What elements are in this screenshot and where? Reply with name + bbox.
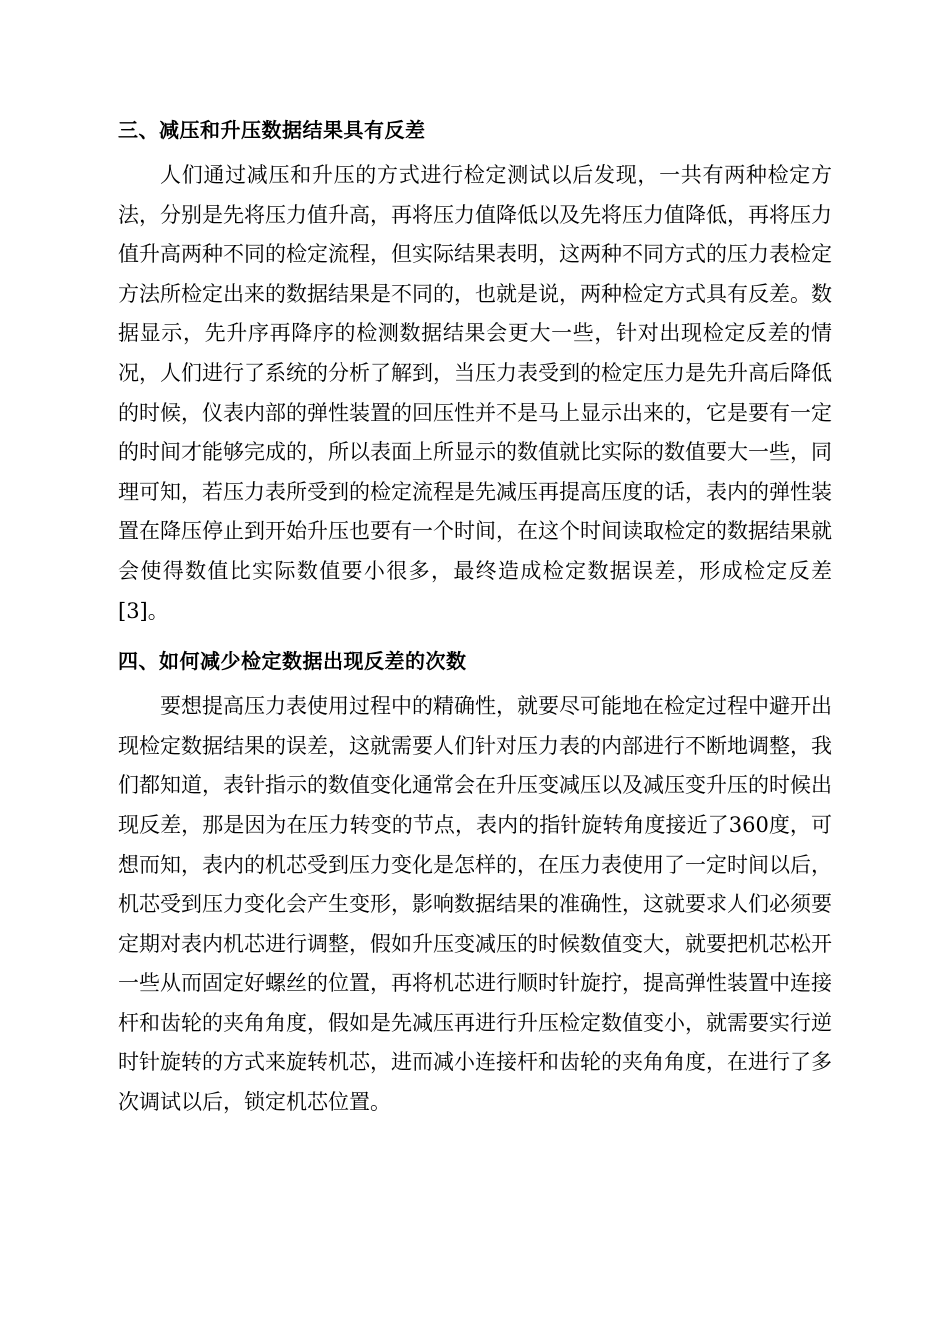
section-four [118, 641, 832, 1123]
section-heading: 四、如何减少检定数据出现反差的次数 [118, 649, 467, 674]
section-three [118, 110, 832, 631]
section-heading: 三、减压和升压数据结果具有反差 [118, 118, 426, 142]
section-paragraph: 要想提高压力表使用过程中的精确性，就要尽可能地在检定过程中避开出现检定数据结果的误差，这就需要人们针对压力表的内部进行不断地调整，我们都知道，表针指示的数值变化通常会在升压变减压以及减压变升压的时候出现反差，那是因为在压力转变的节点，表内的指针旋转角度接近了360度，可想而知，表内的机芯受到压力变化是怎样的，在压力表使用了一定时间以后，机芯受到压力变化会产生变形，影响数据结果的准确性，这就要求人们必须要定期对表内机芯进行调整，假如升压变减压的时候数值变大，就要把机芯松开一些从而固定好螺丝的位置，再将机芯进行顺时针旋拧，提高弹性装置中连接杆和齿轮的夹角角度，假如是先减压再进行升压检定数值变小，就需要实行逆时针旋转的方式来旋转机芯，进而减小连接杆和齿轮的夹角角度，在进行了多次调试以后，锁定机芯位置。 [118, 694, 832, 1115]
document-page [118, 110, 832, 1123]
section-paragraph: 人们通过减压和升压的方式进行检定测试以后发现，一共有两种检定方法，分别是先将压力值升高，再将压力值降低以及先将压力值降低，再将压力值升高两种不同的检定流程，但实际结果表明，这两种不同方式的压力表检定方法所检定出来的数据结果是不同的，也就是说，两种检定方式具有反差。数据显示，先升序再降序的检测数据结果会更大一些，针对出现检定反差的情况，人们进行了系统的分析了解到，当压力表受到的检定压力是先升高后降低的时候，仪表内部的弹性装置的回压性并不是马上显示出来的，它是要有一定的时间才能够完成的，所以表面上所显示的数值就比实际的数值要大一些，同理可知，若压力表所受到的检定流程是先减压再提高压度的话，表内的弹性装置在降压停止到开始升压也要有一个时间，在这个时间读取检定的数据结果就会使得数值比实际数值要小很多，最终造成检定数据误差，形成检定反差[3]。 [118, 163, 832, 623]
